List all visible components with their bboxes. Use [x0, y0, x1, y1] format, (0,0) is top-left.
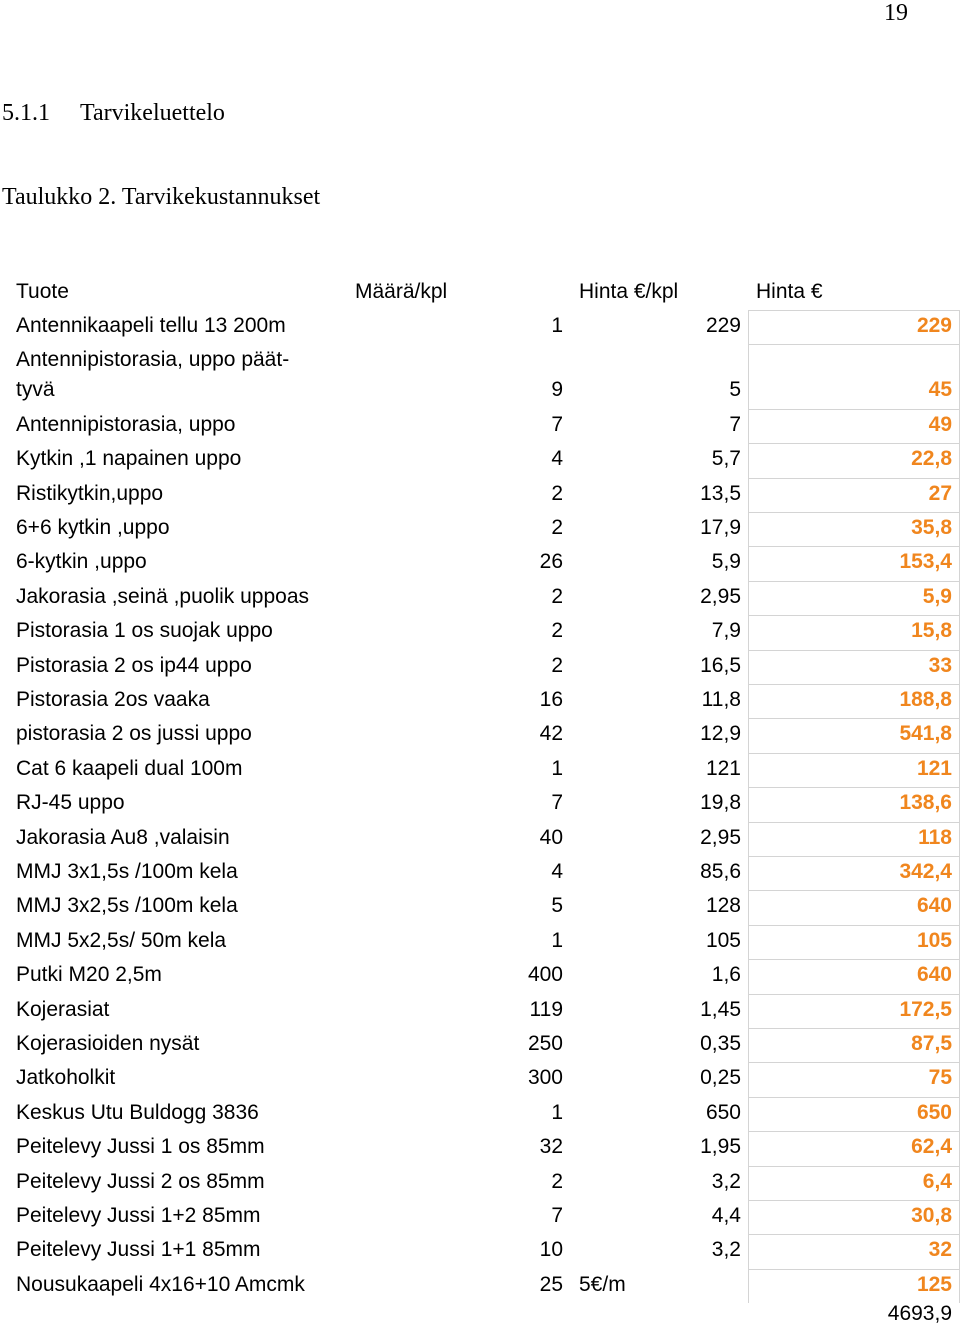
product-name: Keskus Utu Buldogg 3836	[16, 1100, 259, 1124]
unit-price-value: 7	[729, 412, 741, 436]
product-name: Kytkin ,1 napainen uppo	[16, 447, 242, 471]
quantity-value: 2	[551, 653, 563, 677]
unit-price-value: 5,7	[711, 447, 741, 471]
table-row	[0, 413, 960, 447]
unit-price-value: 5	[729, 378, 741, 402]
price-value: 640	[916, 963, 952, 987]
quantity-value: 4	[551, 447, 563, 471]
quantity-value: 16	[539, 688, 563, 711]
quantity-value: 2	[551, 584, 563, 608]
table-row	[0, 757, 960, 791]
price-value: 62,4	[911, 1135, 952, 1159]
table-row	[0, 1101, 960, 1135]
table-row	[0, 1273, 960, 1307]
quantity-value: 10	[539, 1238, 563, 1262]
product-name: MMJ 5x2,5s/ 50m kela	[16, 928, 227, 952]
table-row	[0, 963, 960, 997]
table-row	[0, 791, 960, 825]
header-price: Hinta €	[756, 280, 823, 303]
page-number: 19	[884, 0, 908, 26]
quantity-value: 42	[539, 722, 563, 746]
unit-price-value: 121	[705, 756, 741, 780]
table-row	[0, 688, 960, 722]
grand-total: 4693,9	[887, 1302, 952, 1325]
unit-price-value: 105	[705, 928, 741, 952]
table-row	[0, 860, 960, 894]
product-name-continued: tyvä	[16, 378, 55, 402]
quantity-value: 7	[551, 1204, 563, 1227]
table-row	[0, 654, 960, 688]
section-heading	[2, 100, 225, 127]
product-name: RJ-45 uppo	[16, 791, 125, 815]
unit-price-value: 11,8	[701, 688, 741, 711]
product-name: Peitelevy Jussi 1+2 85mm	[16, 1204, 261, 1227]
product-name: pistorasia 2 os jussi uppo	[16, 722, 252, 746]
unit-price-value: 2,95	[700, 825, 741, 849]
table-row	[0, 826, 960, 860]
product-name: Peitelevy Jussi 1 os 85mm	[16, 1135, 265, 1159]
product-name: MMJ 3x1,5s /100m kela	[16, 860, 238, 883]
price-value: 5,9	[922, 584, 952, 608]
table-row	[0, 482, 960, 516]
table-row	[0, 998, 960, 1032]
product-name: Antennipistorasia, uppo	[16, 412, 236, 436]
table-row	[0, 619, 960, 653]
table-row	[0, 722, 960, 756]
quantity-value: 5	[551, 894, 563, 918]
table-row	[0, 929, 960, 963]
table-row	[0, 314, 960, 348]
quantity-value: 2	[551, 1169, 563, 1193]
price-value: 138,6	[899, 791, 952, 815]
quantity-value: 1	[551, 1100, 563, 1124]
unit-price-value: 0,25	[700, 1066, 741, 1090]
unit-price-value: 5,9	[711, 550, 741, 574]
product-name: Jakorasia Au8 ,valaisin	[16, 825, 230, 849]
price-value: 27	[928, 481, 952, 505]
unit-price-value: 7,9	[711, 619, 741, 643]
product-name: Pistorasia 2os vaaka	[16, 688, 210, 711]
price-value: 188,8	[899, 688, 952, 711]
table-row	[0, 1170, 960, 1204]
unit-price-value: 3,2	[711, 1238, 741, 1262]
product-name: Ristikytkin,uppo	[16, 481, 164, 505]
price-value: 6,4	[922, 1169, 952, 1193]
price-value: 153,4	[899, 550, 952, 574]
product-name: Cat 6 kaapeli dual 100m	[16, 756, 243, 780]
price-value: 30,8	[911, 1204, 952, 1227]
quantity-value: 400	[527, 963, 563, 987]
price-value: 45	[928, 378, 952, 402]
table-row	[0, 348, 960, 412]
product-name: Peitelevy Jussi 2 os 85mm	[16, 1169, 265, 1193]
price-value: 121	[916, 756, 952, 780]
unit-price-value: 4,4	[711, 1204, 741, 1227]
quantity-value: 7	[551, 791, 563, 815]
product-name: Nousukaapeli 4x16+10 Amcmk	[16, 1272, 305, 1296]
quantity-value: 9	[551, 378, 563, 402]
unit-price-value: 19,8	[700, 791, 741, 815]
quantity-value: 2	[551, 481, 563, 505]
table-row	[0, 516, 960, 550]
unit-price-value: 229	[705, 314, 741, 337]
quantity-value: 2	[551, 619, 563, 643]
section-number: 5.1.1	[2, 100, 50, 126]
product-name: Kojerasioiden nysät	[16, 1032, 200, 1055]
price-value: 650	[916, 1100, 952, 1124]
unit-price-value: 3,2	[711, 1169, 741, 1193]
header-quantity: Määrä/kpl	[355, 280, 448, 303]
unit-price-value: 85,6	[700, 860, 741, 883]
section-title: Tarvikeluettelo	[80, 100, 225, 126]
price-value: 49	[928, 412, 952, 436]
header-unit-price: Hinta €/kpl	[579, 280, 679, 303]
unit-price-value: 12,9	[700, 722, 741, 746]
price-value: 229	[916, 314, 952, 337]
price-value: 541,8	[899, 722, 952, 746]
quantity-value: 1	[551, 928, 563, 952]
price-value: 640	[916, 894, 952, 918]
product-name: 6-kytkin ,uppo	[16, 550, 147, 574]
price-value: 35,8	[911, 516, 952, 539]
table-row	[0, 1238, 960, 1272]
price-value: 105	[916, 928, 952, 952]
unit-price-value: 13,5	[700, 481, 741, 505]
quantity-value: 40	[539, 825, 563, 849]
product-name: MMJ 3x2,5s /100m kela	[16, 894, 238, 918]
product-name: Peitelevy Jussi 1+1 85mm	[16, 1238, 261, 1262]
price-value: 15,8	[911, 619, 952, 643]
price-value: 33	[928, 653, 952, 677]
quantity-value: 300	[527, 1066, 563, 1090]
product-name: 6+6 kytkin ,uppo	[16, 516, 170, 539]
product-name: Antennipistorasia, uppo päät-	[16, 348, 290, 372]
quantity-value: 119	[529, 997, 563, 1021]
price-value: 125	[916, 1272, 952, 1296]
table-row	[0, 1066, 960, 1100]
quantity-value: 250	[527, 1032, 563, 1055]
price-value: 172,5	[899, 997, 952, 1021]
unit-price-value: 0,35	[700, 1032, 741, 1055]
quantity-value: 1	[551, 314, 563, 337]
price-value: 32	[928, 1238, 952, 1262]
product-name: Jatkoholkit	[16, 1066, 116, 1090]
price-value: 118	[918, 825, 952, 849]
product-name: Pistorasia 2 os ip44 uppo	[16, 653, 252, 677]
unit-price-value: 5€/m	[579, 1272, 626, 1296]
unit-price-value: 16,5	[700, 653, 741, 677]
quantity-value: 1	[551, 756, 563, 780]
price-value: 22,8	[911, 447, 952, 471]
product-name: Putki M20 2,5m	[16, 963, 162, 987]
product-name: Jakorasia ,seinä ,puolik uppoas	[16, 584, 310, 608]
price-value: 75	[928, 1066, 952, 1090]
product-name: Pistorasia 1 os suojak uppo	[16, 619, 273, 643]
quantity-value: 26	[539, 550, 563, 574]
quantity-value: 32	[539, 1135, 563, 1159]
unit-price-value: 1,6	[711, 963, 741, 987]
table-row	[0, 1135, 960, 1169]
quantity-value: 4	[551, 860, 563, 883]
unit-price-value: 2,95	[700, 584, 741, 608]
header-product: Tuote	[16, 280, 69, 303]
table-row	[0, 1032, 960, 1066]
unit-price-value: 1,95	[700, 1135, 741, 1159]
table-caption: Taulukko 2. Tarvikekustannukset	[2, 184, 321, 210]
price-value: 87,5	[911, 1032, 952, 1055]
table-row	[0, 585, 960, 619]
product-name: Antennikaapeli tellu 13 200m	[16, 314, 286, 337]
table-row	[0, 894, 960, 928]
table-row	[0, 447, 960, 481]
unit-price-value: 1,45	[700, 997, 741, 1021]
price-value: 342,4	[899, 860, 952, 883]
unit-price-value: 128	[705, 894, 741, 918]
table-row	[0, 1204, 960, 1238]
quantity-value: 25	[539, 1272, 563, 1296]
quantity-value: 7	[551, 412, 563, 436]
unit-price-value: 17,9	[700, 516, 741, 539]
quantity-value: 2	[551, 516, 563, 539]
product-name: Kojerasiat	[16, 997, 110, 1021]
unit-price-value: 650	[705, 1100, 741, 1124]
table-row	[0, 550, 960, 584]
